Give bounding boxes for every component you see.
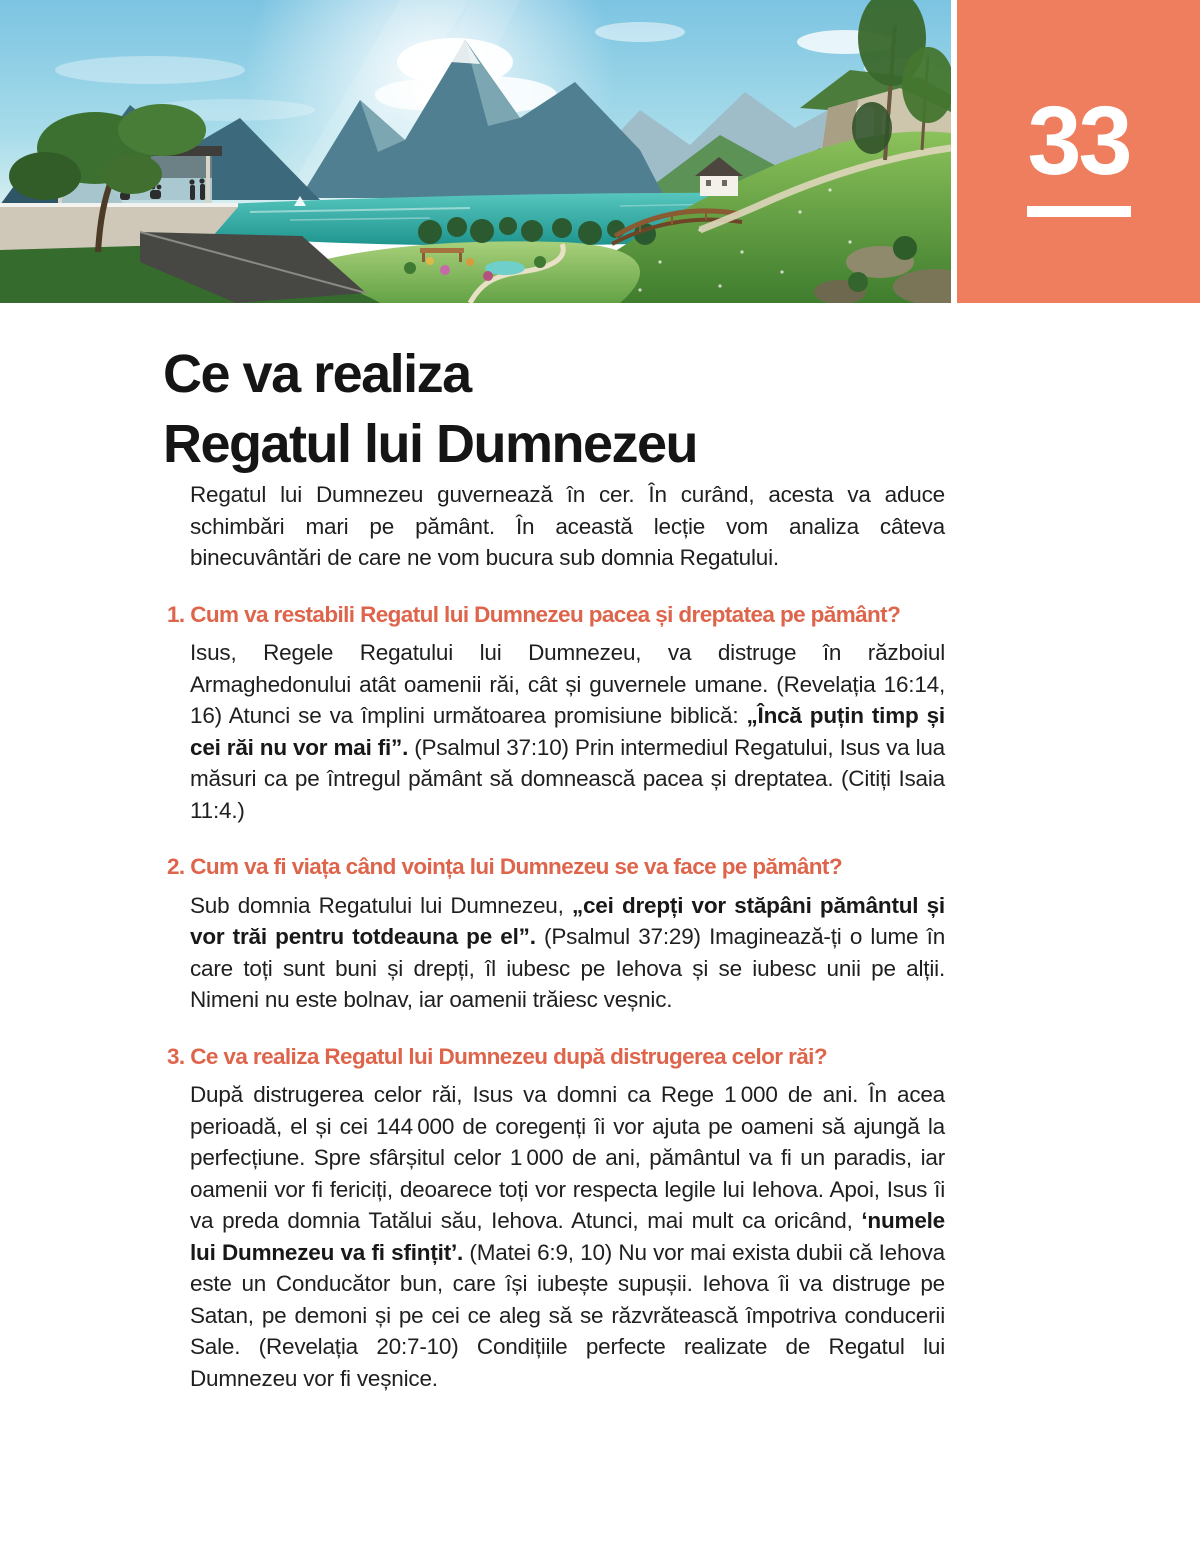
scripture-quote-bold: ‘numele lui Dumnezeu va fi sfințit’. <box>190 1208 945 1265</box>
question-heading: 3. Ce va realiza Regatul lui Dumnezeu după distrugerea celor răi? <box>167 1043 827 1069</box>
paragraph-text: Isus, Regele Regatului lui Dumnezeu, va distruge în războiul Armaghedonului atât oamenii răi, cât și guvernele umane. (Revelația 16:14, 16) Atunci se va împlini următoarea promisiune biblică: <box>190 640 945 728</box>
paragraph-text: Sub domnia Regatului lui Dumnezeu, <box>190 892 572 918</box>
paragraph-text: (Matei 6:9, 10) Nu vor mai exista dubii că Iehova este un Conducător bun, care își iubește supușii. Iehova îi va distruge pe Satan, pe demoni și pe cei ce aleg să se răzvrătească împotriva conducerii Sale. (Revelația 20:7-10) Condițiile perfecte realizate de Regatul lui Dumnezeu vor fi veșnice. <box>190 1239 945 1391</box>
scripture-quote-bold: „Încă puțin timp și cei răi nu vor mai fi”. <box>190 703 945 760</box>
page-header <box>0 0 1200 303</box>
lesson-section <box>167 1041 945 1395</box>
section-paragraph <box>190 637 945 826</box>
question-heading: 1. Cum va restabili Regatul lui Dumnezeu pacea și dreptatea pe pământ? <box>167 601 901 627</box>
lesson-number-badge <box>957 0 1200 303</box>
page-title-line-1: Ce va realiza <box>163 344 471 404</box>
section-paragraph <box>190 1079 945 1394</box>
sections <box>167 599 946 1395</box>
paragraph-text: (Psalmul 37:10) Prin intermediul Regatului, Isus va lua măsuri ca pe întregul pământ să domnească pacea și dreptatea. (Citiți Isaia 11:4.) <box>190 734 945 823</box>
intro-paragraph: Regatul lui Dumnezeu guvernează în cer. În curând, acesta va aduce schimbări mari pe pământ. În această lecție vom analiza câteva binecuvântări de care ne vom bucura sub domnia Regatului. <box>190 482 945 570</box>
section-paragraph <box>190 890 945 1016</box>
page-title-line-2: Regatul lui Dumnezeu <box>163 414 698 474</box>
lesson-content <box>167 479 946 1394</box>
lesson-section <box>167 599 945 827</box>
scripture-quote-bold: „cei drepți vor stăpâni pământul și vor trăi pentru totdeauna pe el”. <box>190 892 945 949</box>
lesson-number: 33 <box>1027 86 1130 195</box>
paragraph-text: După distrugerea celor răi, Isus va domni ca Rege 1 000 de ani. În acea perioadă, el și cei 144 000 de coregenți îi vor ajuta pe oameni să ajungă la perfecțiune. Spre sfârșitul celor 1 000 de ani, pământul va fi un paradis, iar oamenii vor fi fericiți, deoarece toți vor respecta legile lui Iehova. Apoi, Isus îi va preda domnia Tatălui său, Iehova. Atunci, mai mult ca oricând, <box>190 1082 945 1233</box>
lesson-number-underline <box>1027 206 1131 217</box>
question-heading: 2. Cum va fi viața când voința lui Dumnezeu se va face pe pământ? <box>167 854 842 879</box>
paragraph-text: (Psalmul 37:29) Imaginează-ți o lume în care toți sunt buni și drepți, îl iubesc pe Iehova și se iubesc unii pe alții. Nimeni nu este bolnav, iar oamenii trăiesc veșnic. <box>190 924 946 1012</box>
lesson-section <box>167 851 946 1016</box>
page-title <box>163 339 1200 479</box>
header-photo-paradise-landscape <box>0 0 951 303</box>
